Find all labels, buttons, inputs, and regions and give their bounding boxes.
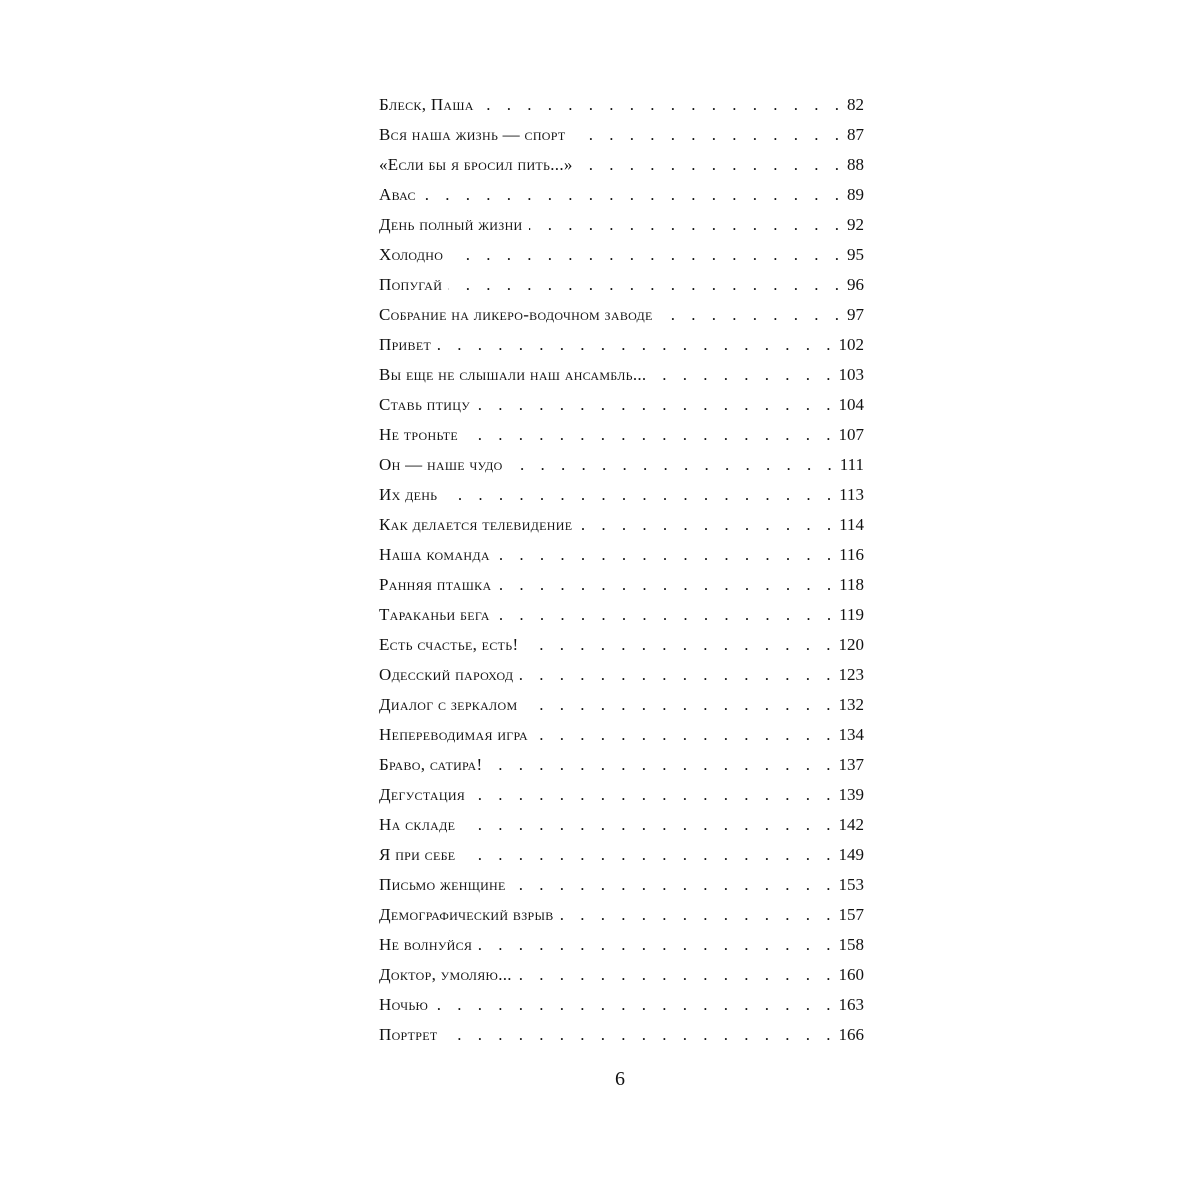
dot-leader bbox=[512, 870, 837, 900]
toc-entry bbox=[379, 660, 864, 690]
dot-leader bbox=[578, 510, 837, 540]
dot-leader bbox=[519, 660, 836, 690]
dot-leader bbox=[496, 540, 837, 570]
toc-entry-title: Портрет bbox=[379, 1025, 438, 1044]
toc-entry-title: Холодно bbox=[379, 245, 444, 264]
toc-entry-title: Наша команда bbox=[379, 545, 490, 564]
table-of-contents bbox=[379, 90, 864, 1050]
toc-entry bbox=[379, 240, 864, 270]
dot-leader bbox=[461, 840, 836, 870]
dot-leader bbox=[443, 480, 837, 510]
toc-entry-title: Я при себе bbox=[379, 845, 456, 864]
toc-entry-page: 132 bbox=[838, 695, 864, 714]
toc-entry-title: Попугай bbox=[379, 275, 443, 294]
dot-leader bbox=[444, 1020, 837, 1050]
toc-entry-title: Ночью bbox=[379, 995, 429, 1014]
toc-entry-title: День полный жизни bbox=[379, 215, 523, 234]
toc-entry-title: На складе bbox=[379, 815, 456, 834]
dot-leader bbox=[523, 690, 836, 720]
toc-entry bbox=[379, 900, 864, 930]
dot-leader bbox=[448, 270, 845, 300]
toc-entry bbox=[379, 150, 864, 180]
toc-entry-title: Он — наше чудо bbox=[379, 455, 503, 474]
toc-entry bbox=[379, 570, 864, 600]
toc-entry bbox=[379, 420, 864, 450]
toc-entry bbox=[379, 600, 864, 630]
toc-entry-page: 114 bbox=[839, 515, 864, 534]
toc-entry-page: 142 bbox=[838, 815, 864, 834]
toc-entry-title: Одесский пароход bbox=[379, 665, 514, 684]
toc-entry-page: 120 bbox=[838, 635, 864, 654]
toc-entry bbox=[379, 960, 864, 990]
toc-entry-title: Вся наша жизнь — спорт bbox=[379, 125, 566, 144]
toc-entry-title: Ранняя пташка bbox=[379, 575, 492, 594]
dot-leader bbox=[471, 780, 836, 810]
dot-leader bbox=[434, 990, 836, 1020]
toc-entry-page: 118 bbox=[839, 575, 864, 594]
toc-entry bbox=[379, 510, 864, 540]
dot-leader bbox=[476, 390, 836, 420]
toc-entry-title: Их день bbox=[379, 485, 438, 504]
dot-leader bbox=[480, 90, 845, 120]
toc-entry-page: 153 bbox=[838, 875, 864, 894]
toc-entry bbox=[379, 540, 864, 570]
toc-entry-title: Авас bbox=[379, 185, 416, 204]
dot-leader bbox=[579, 150, 845, 180]
toc-entry-page: 88 bbox=[847, 155, 864, 174]
toc-entry-title: «Если бы я бросил пить...» bbox=[379, 155, 573, 174]
toc-entry bbox=[379, 840, 864, 870]
toc-entry-page: 87 bbox=[847, 125, 864, 144]
toc-entry bbox=[379, 690, 864, 720]
dot-leader bbox=[524, 630, 836, 660]
toc-entry-title: Вы еще не слышали наш ансамбль... bbox=[379, 365, 647, 384]
toc-entry-page: 119 bbox=[839, 605, 864, 624]
dot-leader bbox=[560, 900, 837, 930]
dot-leader bbox=[652, 360, 836, 390]
toc-entry bbox=[379, 90, 864, 120]
toc-entry bbox=[379, 390, 864, 420]
toc-entry-title: Доктор, умоляю... bbox=[379, 965, 512, 984]
toc-entry-title: Привет bbox=[379, 335, 432, 354]
toc-entry-title: Непереводимая игра bbox=[379, 725, 528, 744]
toc-entry-page: 107 bbox=[838, 425, 864, 444]
toc-entry-title: Блеск, Паша bbox=[379, 95, 474, 114]
toc-entry bbox=[379, 810, 864, 840]
toc-entry-title: Ставь птицу bbox=[379, 395, 471, 414]
toc-entry-title: Есть счастье, есть! bbox=[379, 635, 519, 654]
dot-leader bbox=[497, 570, 837, 600]
dot-leader bbox=[534, 720, 837, 750]
toc-entry-page: 111 bbox=[839, 455, 864, 474]
dot-leader bbox=[449, 240, 845, 270]
toc-entry-page: 134 bbox=[838, 725, 864, 744]
toc-entry bbox=[379, 990, 864, 1020]
toc-entry bbox=[379, 870, 864, 900]
toc-entry-title: Не троньте bbox=[379, 425, 458, 444]
toc-entry-title: Дегустация bbox=[379, 785, 466, 804]
dot-leader bbox=[464, 420, 837, 450]
toc-entry-page: 96 bbox=[847, 275, 864, 294]
toc-entry-page: 166 bbox=[838, 1025, 864, 1044]
toc-entry-page: 157 bbox=[838, 905, 864, 924]
toc-entry bbox=[379, 750, 864, 780]
toc-entry bbox=[379, 630, 864, 660]
toc-entry bbox=[379, 1020, 864, 1050]
toc-entry-page: 89 bbox=[847, 185, 864, 204]
toc-entry-page: 163 bbox=[838, 995, 864, 1014]
toc-entry-title: Собрание на ликеро-водочном заводе bbox=[379, 305, 653, 324]
toc-entry-title: Диалог с зеркалом bbox=[379, 695, 518, 714]
dot-leader bbox=[496, 600, 837, 630]
toc-entry-title: Демографический взрыв bbox=[379, 905, 554, 924]
toc-entry-page: 103 bbox=[838, 365, 864, 384]
dot-leader bbox=[509, 450, 838, 480]
toc-entry bbox=[379, 480, 864, 510]
dot-leader bbox=[461, 810, 836, 840]
dot-leader bbox=[529, 210, 845, 240]
toc-entry bbox=[379, 720, 864, 750]
toc-entry bbox=[379, 780, 864, 810]
dot-leader bbox=[478, 930, 836, 960]
toc-entry-page: 92 bbox=[847, 215, 864, 234]
toc-entry-title: Браво, сатира! bbox=[379, 755, 483, 774]
toc-entry-page: 102 bbox=[838, 335, 864, 354]
toc-entry bbox=[379, 360, 864, 390]
dot-leader bbox=[572, 120, 845, 150]
toc-entry-title: Как делается телевидение bbox=[379, 515, 573, 534]
dot-leader bbox=[422, 180, 845, 210]
toc-entry bbox=[379, 180, 864, 210]
toc-entry bbox=[379, 300, 864, 330]
toc-entry bbox=[379, 120, 864, 150]
toc-entry-page: 137 bbox=[838, 755, 864, 774]
toc-entry-page: 95 bbox=[847, 245, 864, 264]
toc-entry-page: 160 bbox=[838, 965, 864, 984]
toc-entry bbox=[379, 330, 864, 360]
dot-leader bbox=[437, 330, 836, 360]
toc-entry-page: 149 bbox=[838, 845, 864, 864]
toc-entry-page: 97 bbox=[847, 305, 864, 324]
toc-entry-page: 123 bbox=[838, 665, 864, 684]
toc-entry-page: 116 bbox=[839, 545, 864, 564]
toc-entry-page: 113 bbox=[839, 485, 864, 504]
page-number: 6 bbox=[615, 1068, 625, 1090]
toc-entry bbox=[379, 210, 864, 240]
toc-entry-title: Письмо женщине bbox=[379, 875, 506, 894]
toc-entry-page: 104 bbox=[838, 395, 864, 414]
toc-entry-page: 139 bbox=[838, 785, 864, 804]
dot-leader bbox=[659, 300, 845, 330]
toc-entry-title: Тараканьи бега bbox=[379, 605, 490, 624]
toc-entry bbox=[379, 930, 864, 960]
toc-entry-page: 82 bbox=[847, 95, 864, 114]
toc-entry-page: 158 bbox=[838, 935, 864, 954]
toc-entry bbox=[379, 450, 864, 480]
dot-leader bbox=[518, 960, 837, 990]
dot-leader bbox=[488, 750, 836, 780]
toc-entry-title: Не волнуйся bbox=[379, 935, 473, 954]
toc-entry bbox=[379, 270, 864, 300]
